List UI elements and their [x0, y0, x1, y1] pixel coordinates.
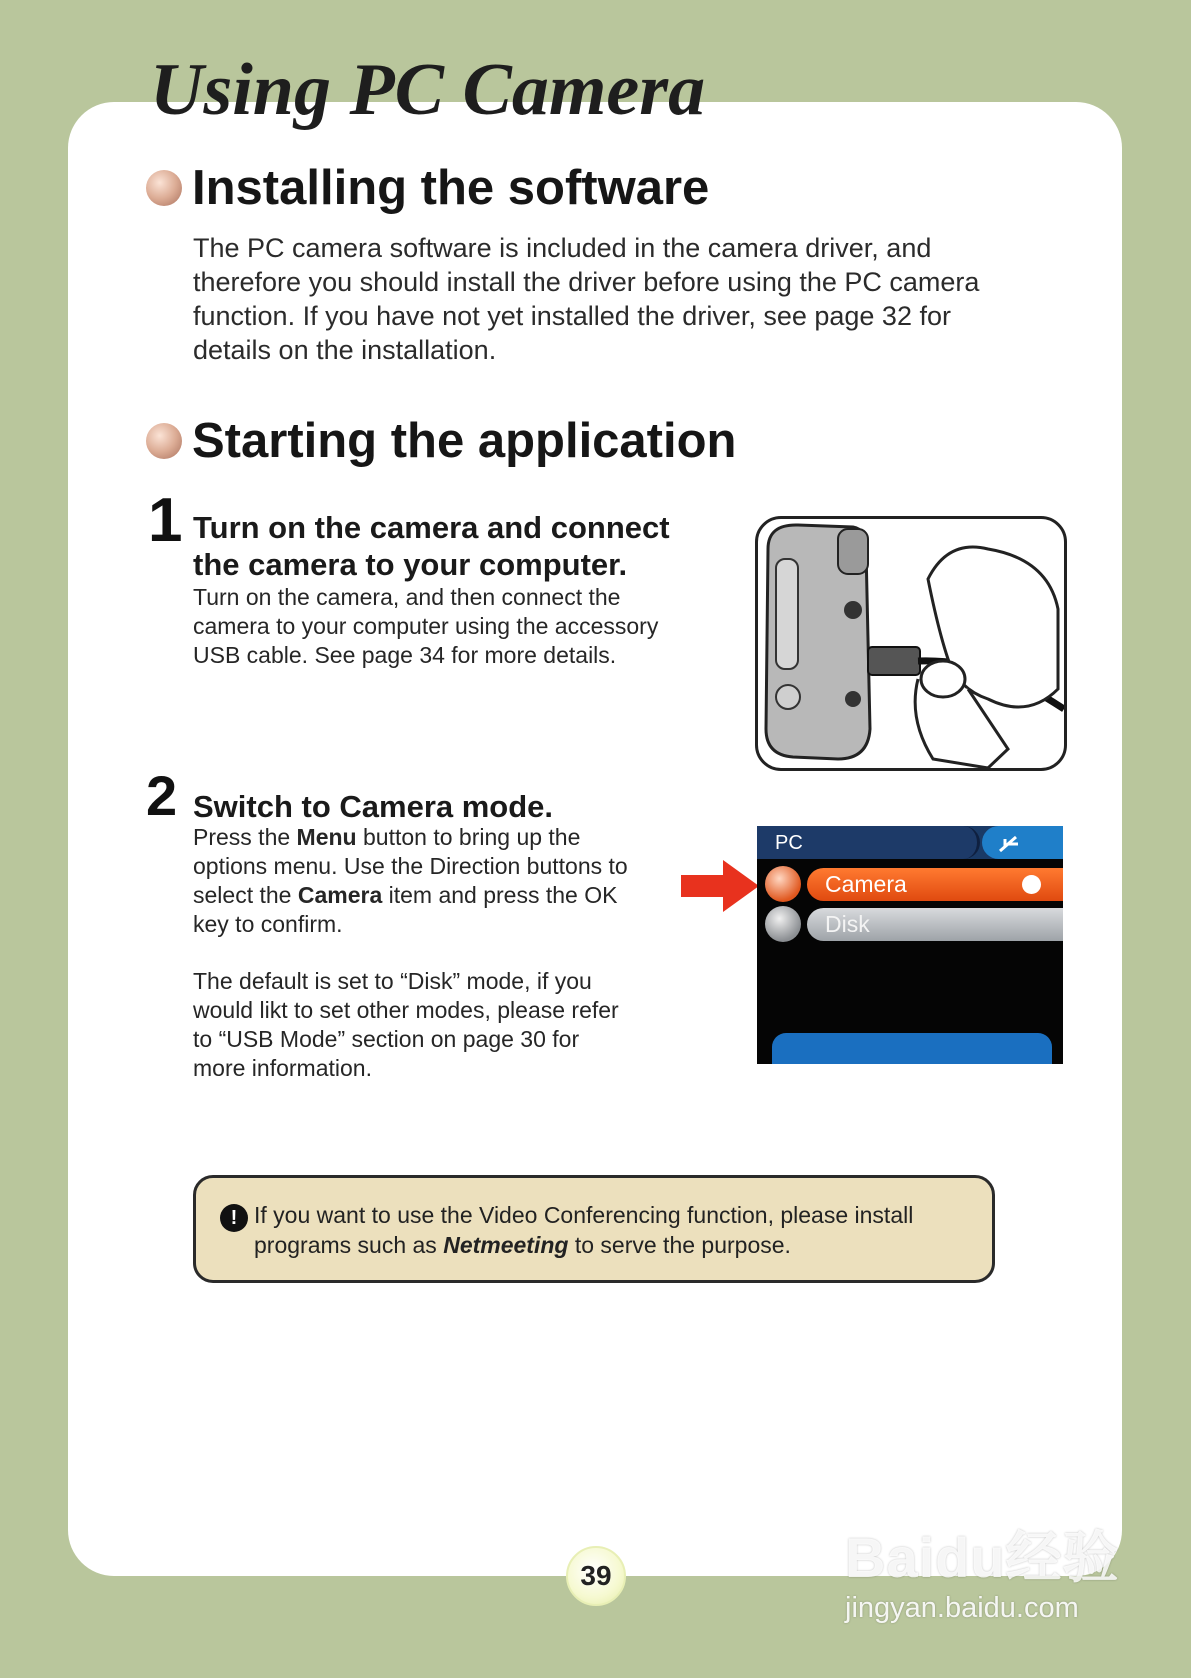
step-1-text: Turn on the camera, and then connect the camera to your computer using the accessory USB cable. See page 34 for more details. [193, 584, 659, 668]
usb-connection-illustration [755, 516, 1067, 771]
menu-item-disk-label: Disk [825, 911, 870, 937]
step-2-number: 2 [146, 764, 178, 827]
netmeeting-term: Netmeeting [443, 1232, 569, 1258]
watermark-url: jingyan.baidu.com [845, 1592, 1079, 1624]
step-2-text-default: The default is set to “Disk” mode, if you would likt to set other modes, please refer to “USB Mode” section on page 30 for more information. [193, 968, 619, 1081]
note-text [254, 1200, 974, 1260]
step-2-text [193, 823, 633, 939]
step-2-text-part: item and press the OK key to confirm. [193, 882, 618, 937]
camera-menu-screen [757, 826, 1063, 1064]
menu-item-camera[interactable] [807, 868, 1063, 901]
section-install-title: Installing the software [192, 161, 710, 215]
bullet-icon [146, 423, 182, 459]
menu-item-disk[interactable] [807, 908, 1063, 941]
menu-tab-pc [757, 826, 980, 859]
note-box [193, 1175, 995, 1283]
menu-bottom-bar [772, 1033, 1052, 1064]
step-2-text-part: button to bring up the options menu. Use the Direction buttons to select the [193, 824, 628, 908]
step-1-number: 1 [148, 486, 183, 555]
camera-usb-drawing [758, 519, 1064, 768]
step-2-text-part: Press the [193, 824, 297, 850]
disk-icon [765, 906, 801, 942]
section-start-heading [146, 413, 736, 469]
note-text-part: If you want to use the Video Conferencing function, please install programs such as [254, 1202, 914, 1258]
section-start-title: Starting the application [192, 414, 737, 468]
baidu-watermark [845, 1500, 1125, 1630]
camera-icon [765, 866, 801, 902]
note-text-part: to serve the purpose. [568, 1232, 791, 1258]
section-install-heading [146, 160, 709, 216]
menu-header-label: PC [775, 832, 803, 854]
bullet-icon [146, 170, 182, 206]
menu-item-camera-label: Camera [825, 871, 907, 897]
exclamation-icon: ! [220, 1204, 248, 1232]
usb-tab-icon [982, 826, 1063, 859]
step-2-title: Switch to Camera mode. [193, 789, 554, 824]
play-icon [1022, 875, 1041, 894]
menu-term: Menu [296, 824, 357, 850]
watermark-brand: Baidu经验 [845, 1526, 1120, 1589]
camera-term: Camera [297, 882, 383, 908]
install-body-text: The PC camera software is included in the camera driver, and therefore you should install the driver before using the PC camera function. If you have not yet installed the driver, see page 32 for details on the installation. [193, 233, 980, 365]
page-number: 39 [566, 1546, 626, 1606]
usb-icon [996, 831, 1026, 855]
red-arrow-icon [681, 860, 759, 912]
page-title: Using PC Camera [150, 49, 706, 131]
step-1-title: Turn on the camera and connect the camera to your computer. [193, 510, 670, 582]
